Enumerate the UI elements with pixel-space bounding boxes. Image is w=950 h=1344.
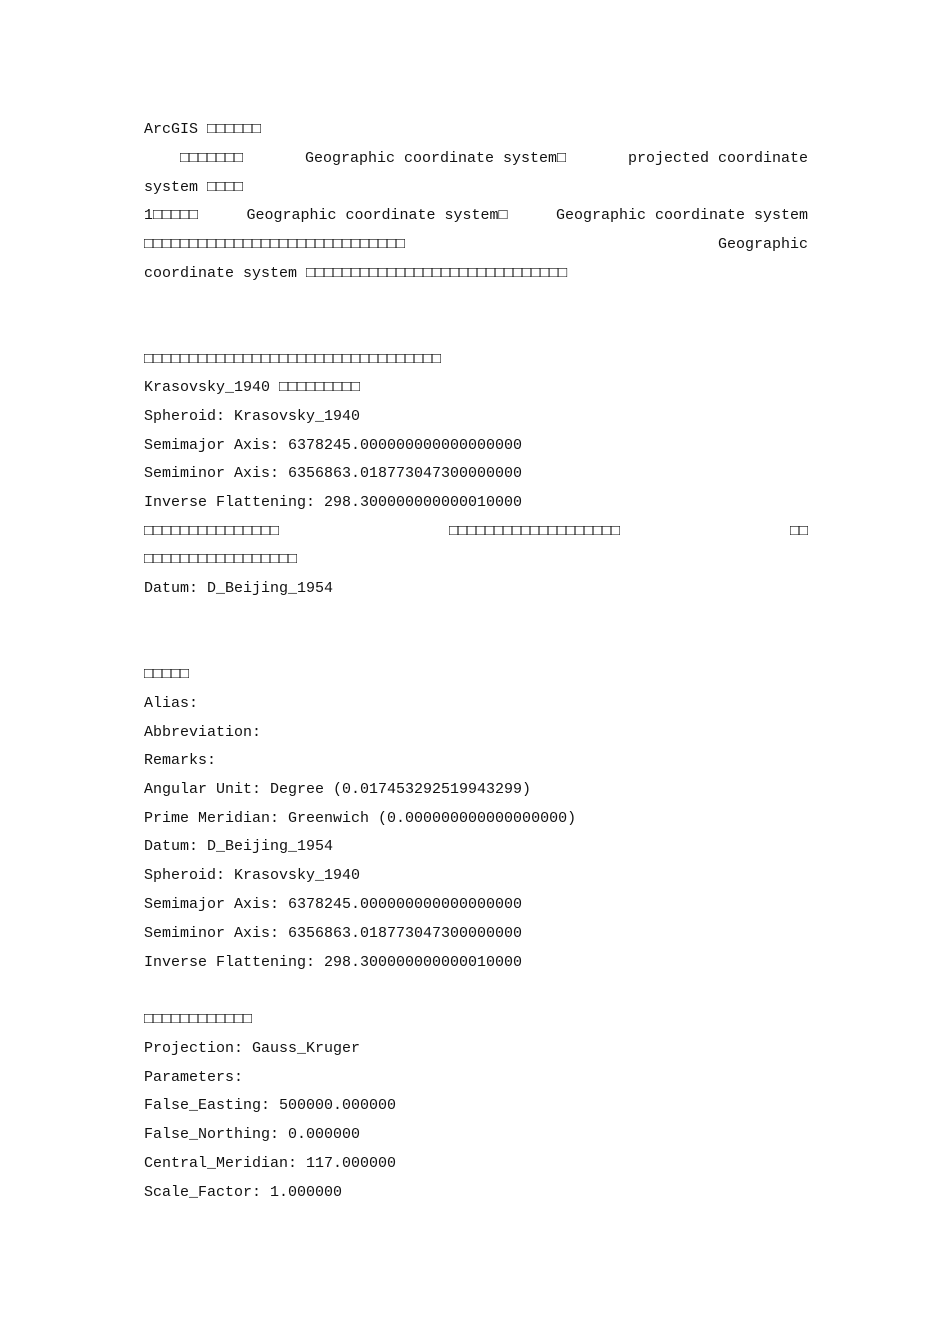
doc-line: Inverse Flattening: 298.300000000000010000 (144, 494, 523, 511)
doc-line (144, 521, 808, 543)
doc-line: Semiminor Axis: 6356863.018773047300000000 (144, 925, 523, 942)
doc-line: Central_Meridian: 117.000000 (144, 1155, 397, 1172)
doc-line: Alias: (144, 695, 199, 712)
doc-line (144, 320, 808, 342)
doc-segment: Geographic coordinate system□ (246, 207, 508, 224)
doc-line (144, 234, 808, 256)
doc-line: Semimajor Axis: 6378245.000000000000000000 (144, 896, 523, 913)
doc-line: Datum: D_Beijing_1954 (144, 838, 334, 855)
doc-segment: 1□□□□□ (144, 207, 199, 224)
doc-line: Inverse Flattening: 298.300000000000010000 (144, 954, 523, 971)
doc-segment: □□□□□□□□□□□□□□□ (144, 523, 280, 540)
doc-line: Abbreviation: (144, 724, 262, 741)
doc-title: ArcGIS □□□□□□ (144, 121, 262, 138)
section-heading (144, 981, 808, 1003)
doc-line (144, 636, 808, 658)
doc-line: Remarks: (144, 752, 217, 769)
doc-line (180, 148, 808, 170)
doc-line: Krasovsky_1940 □□□□□□□□□ (144, 379, 361, 396)
doc-line: system □□□□ (144, 179, 244, 196)
doc-line: Angular Unit: Degree (0.017453292519943299) (144, 781, 532, 798)
doc-segment: □□□□□□□□□□□□□□□□□□□□□□□□□□□□□ (144, 236, 406, 253)
doc-line: Semimajor Axis: 6378245.000000000000000000 (144, 437, 523, 454)
doc-line: Scale_Factor: 1.000000 (144, 1184, 343, 1201)
doc-segment: Geographic (717, 236, 808, 253)
doc-line: Projection: Gauss_Kruger (144, 1040, 361, 1057)
doc-line: Spheroid: Krasovsky_1940 (144, 867, 361, 884)
doc-segment: □□□□□□□ (180, 150, 244, 167)
doc-line: False_Easting: 500000.000000 (144, 1097, 397, 1114)
section-heading (144, 205, 808, 227)
doc-segment: Geographic coordinate system□ (304, 150, 567, 167)
doc-line: Datum: D_Beijing_1954 (144, 580, 334, 597)
doc-line (144, 291, 808, 313)
doc-line: Semiminor Axis: 6356863.018773047300000000 (144, 465, 523, 482)
doc-segment: □□□□□□□□□□□□□□□□□□□ (448, 523, 621, 540)
doc-line: □□□□□□□□□□□□□□□□□□□□□□□□□□□□□□□□□ (144, 351, 442, 368)
doc-line: □□□□□□□□□□□□ (144, 1011, 253, 1028)
doc-line: Prime Meridian: Greenwich (0.000000000000000000) (144, 810, 577, 827)
doc-line: Parameters: (144, 1069, 244, 1086)
doc-segment: Geographic coordinate system (555, 207, 808, 224)
doc-line (144, 607, 808, 629)
doc-line: coordinate system □□□□□□□□□□□□□□□□□□□□□□□□□□□□□ (144, 265, 568, 282)
doc-line: Spheroid: Krasovsky_1940 (144, 408, 361, 425)
doc-segment: projected coordinate (627, 150, 808, 167)
doc-line: □□□□□ (144, 666, 190, 683)
doc-segment: □□ (789, 523, 808, 540)
doc-line: False_Northing: 0.000000 (144, 1126, 361, 1143)
doc-line: □□□□□□□□□□□□□□□□□ (144, 551, 298, 568)
